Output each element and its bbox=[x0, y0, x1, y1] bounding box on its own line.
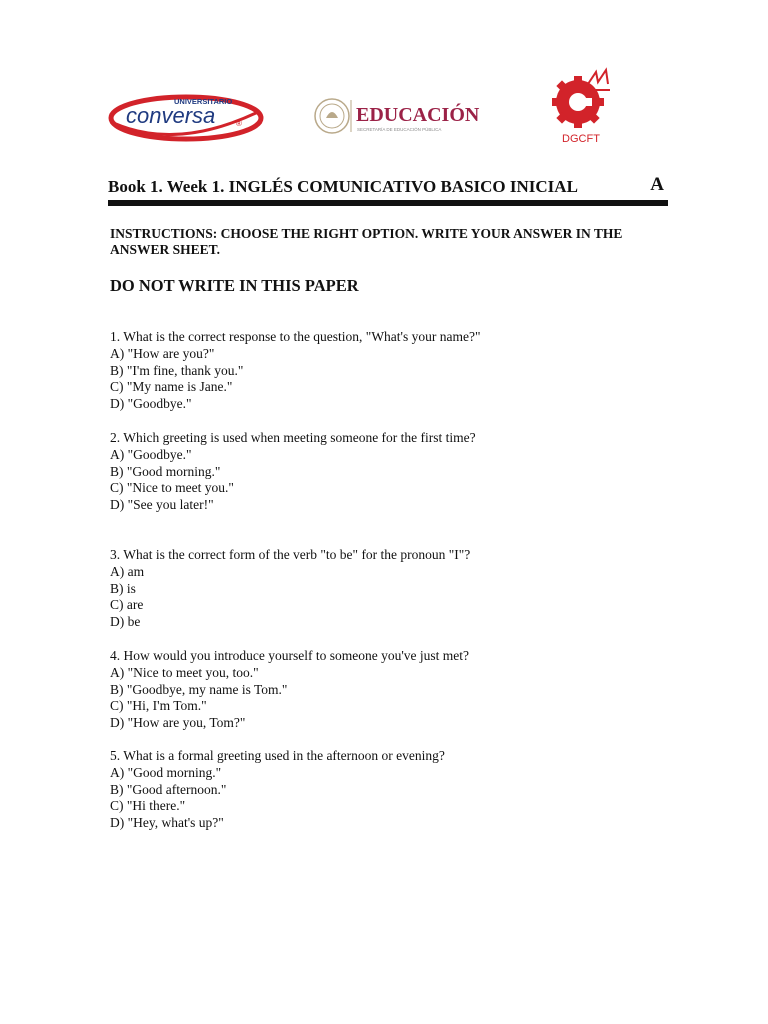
option-c: C) are bbox=[110, 597, 144, 613]
option-c: C) "Nice to meet you." bbox=[110, 480, 234, 496]
educacion-logo bbox=[312, 96, 498, 140]
conversa-name: conversa bbox=[126, 103, 216, 128]
option-a: A) "Goodbye." bbox=[110, 446, 192, 462]
dgcft-logo bbox=[548, 64, 614, 146]
header bbox=[108, 174, 668, 198]
question-text: 3. What is the correct form of the verb "to be" for the pronoun "I"? bbox=[110, 547, 471, 562]
page-title: Book 1. Week 1. INGLÉS COMUNICATIVO BASICO INICIAL bbox=[108, 177, 578, 196]
gear-icon bbox=[552, 76, 604, 128]
conversa-reg: ® bbox=[236, 119, 242, 128]
option-d: D) be bbox=[110, 614, 141, 630]
option-d: D) "Goodbye." bbox=[110, 396, 192, 412]
exam-version: A bbox=[650, 174, 664, 195]
option-d: D) "How are you, Tom?" bbox=[110, 715, 246, 731]
option-c: C) "Hi there." bbox=[110, 798, 186, 814]
instructions: INSTRUCTIONS: CHOOSE THE RIGHT OPTION. WRITE YOUR ANSWER IN THE ANSWER SHEET. bbox=[110, 226, 623, 257]
option-a: A) am bbox=[110, 563, 145, 579]
question-text: 4. How would you introduce yourself to someone you've just met? bbox=[110, 648, 469, 663]
educacion-name: EDUCACIÓN bbox=[356, 104, 480, 126]
question-text: 5. What is a formal greeting used in the afternoon or evening? bbox=[110, 748, 445, 763]
option-d: D) "Hey, what's up?" bbox=[110, 815, 224, 831]
eagle-seal-icon bbox=[315, 99, 349, 133]
option-b: B) "I'm fine, thank you." bbox=[110, 362, 244, 378]
question-2 bbox=[110, 430, 670, 514]
header-divider bbox=[108, 200, 668, 206]
question-5 bbox=[110, 748, 670, 832]
option-a: A) "Nice to meet you, too." bbox=[110, 664, 259, 680]
option-b: B) "Good afternoon." bbox=[110, 781, 227, 797]
conversa-logo bbox=[108, 90, 264, 144]
option-c: C) "Hi, I'm Tom." bbox=[110, 698, 207, 714]
dgcft-name: DGCFT bbox=[562, 133, 600, 145]
option-b: B) "Good morning." bbox=[110, 463, 221, 479]
conversa-top-text: UNIVERSITARIO bbox=[174, 97, 233, 106]
question-3 bbox=[110, 547, 670, 631]
question-1 bbox=[110, 329, 670, 413]
option-b: B) is bbox=[110, 580, 136, 596]
option-b: B) "Goodbye, my name is Tom." bbox=[110, 681, 288, 697]
logo-bar bbox=[0, 60, 768, 150]
option-a: A) "How are you?" bbox=[110, 345, 215, 361]
educacion-sub: SECRETARÍA DE EDUCACIÓN PÚBLICA bbox=[357, 127, 442, 132]
question-text: 1. What is the correct response to the question, "What's your name?" bbox=[110, 329, 481, 344]
option-d: D) "See you later!" bbox=[110, 497, 214, 513]
question-text: 2. Which greeting is used when meeting someone for the first time? bbox=[110, 430, 476, 445]
warning-notice: DO NOT WRITE IN THIS PAPER bbox=[110, 276, 359, 295]
option-a: A) "Good morning." bbox=[110, 764, 222, 780]
option-c: C) "My name is Jane." bbox=[110, 379, 233, 395]
question-4 bbox=[110, 648, 670, 732]
